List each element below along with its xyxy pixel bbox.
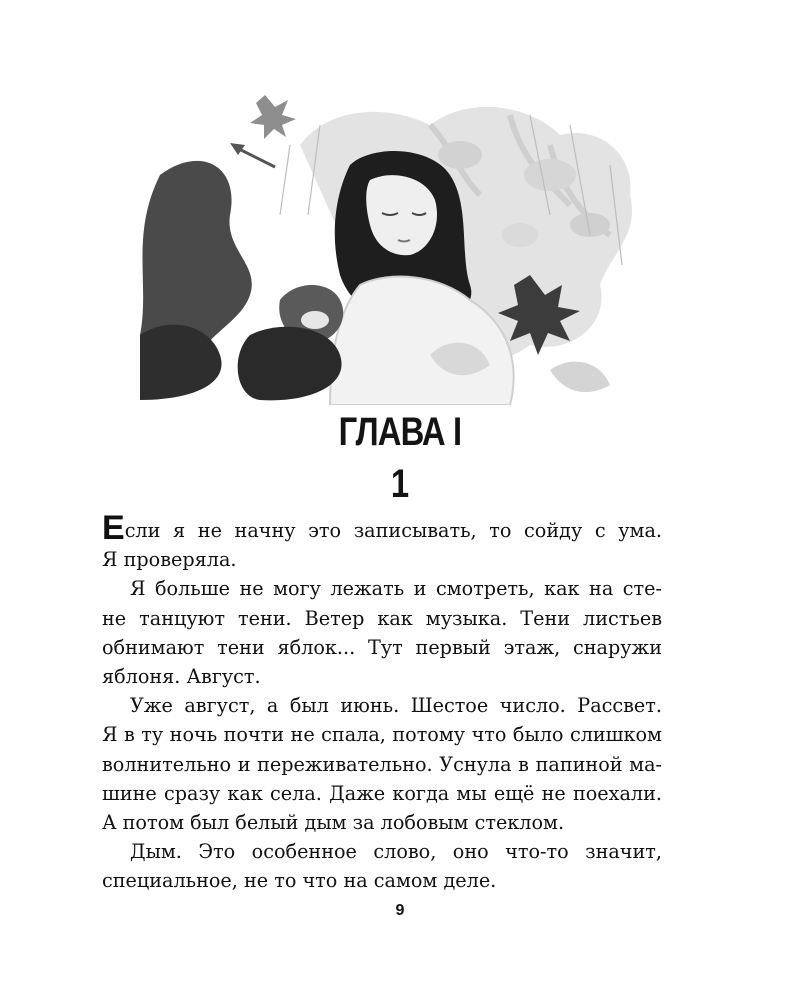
text-line: волнительно и переживательно. Уснула в папиной ма- (102, 752, 662, 776)
chapter-title: ГЛАВА I (338, 410, 462, 454)
text-line: Дым. Это особенное слово, оно что-то значит, (130, 840, 662, 864)
text-line: Уже август, а был июнь. Шестое число. Рассвет. (130, 694, 662, 718)
drop-cap: Е (102, 509, 125, 547)
body-text (102, 509, 662, 896)
paragraph-4 (102, 837, 662, 895)
woman-with-baby-illustration (130, 85, 640, 405)
text-line: Я в ту ночь почти не спала, потому что было слишком (102, 723, 662, 747)
text-line: Если я не начну это записывать, то сойду с ума. (102, 509, 662, 547)
text-line: не танцуют тени. Ветер как музыка. Тени листьев (102, 606, 662, 630)
paragraph-3 (102, 691, 662, 837)
text-line: Я больше не могу лежать и смотреть, как на сте- (130, 577, 662, 601)
paragraph-2 (102, 574, 662, 691)
page-number: 9 (395, 902, 405, 919)
text-line: обнимают тени яблок... Тут первый этаж, снаружи (102, 635, 662, 659)
paragraph-1 (102, 509, 662, 574)
text-line: шине сразу как села. Даже когда мы ещё не поехали. (102, 781, 662, 805)
text-line: Я проверяла. (102, 548, 237, 572)
text-line: яблоня. Август. (102, 665, 261, 689)
text-line: А потом был белый дым за лобовым стеклом. (102, 811, 565, 835)
text-line: специальное, не то что на самом деле. (102, 869, 497, 893)
chapter-number: 1 (390, 462, 410, 506)
